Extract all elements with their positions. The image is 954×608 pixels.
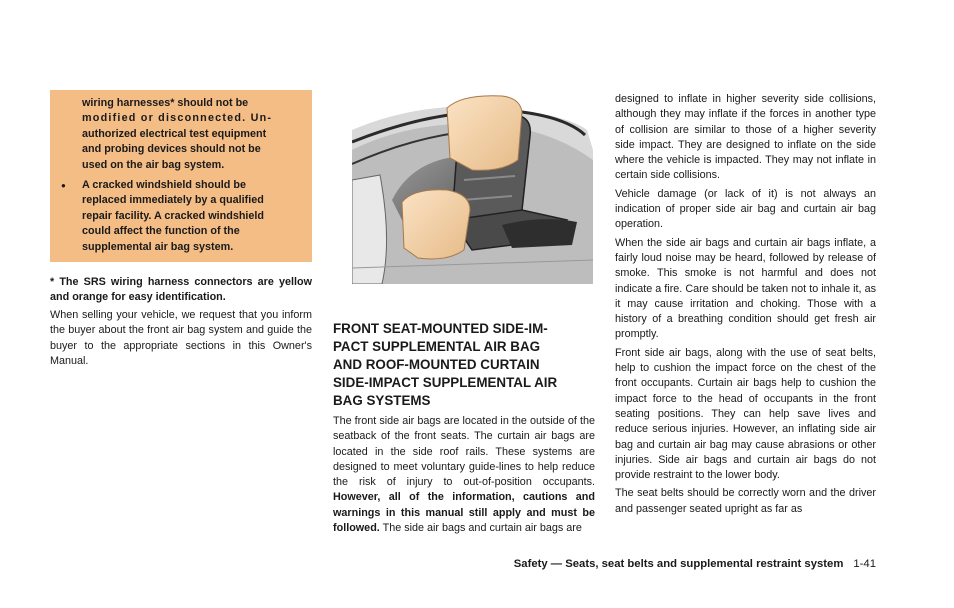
col1-paragraph: When selling your vehicle, we request that you inform the buyer about the front air bag system and guide the buyer to the appropriate sections in this Owner's Manual. [50,309,312,367]
col3-body [615,92,876,520]
footer-section-title: Safety — Seats, seat belts and supplemental restraint system [513,558,844,570]
warning-line: repair facility. A cracked windshield [82,209,265,222]
section-heading [333,320,595,410]
heading-line: SIDE-IMPACT SUPPLEMENTAL AIR [333,375,558,390]
warning-top-text [59,96,303,173]
bullet-icon: ● [61,181,66,191]
page-number: 1-41 [853,558,876,570]
warning-line: wiring harnesses* should not be [82,97,249,109]
footnote: * The SRS wiring harness connectors are yellow and orange for easy identification. [50,276,312,304]
col2-body [333,414,595,536]
heading-line: AND ROOF-MOUNTED CURTAIN [333,357,540,372]
col3-paragraph-5: The seat belts should be correctly worn and the driver and passenger seated upright as far as [615,487,876,515]
seat-airbag-illustration-icon [352,90,593,284]
heading-line: FRONT SEAT-MOUNTED SIDE-IM- [333,321,548,336]
heading-line: PACT SUPPLEMENTAL AIR BAG [333,339,541,354]
warning-line: A cracked windshield should be [82,179,246,192]
heading-line: BAG SYSTEMS [333,393,431,408]
col2-intro-text: The front side air bags are located in the outside of the seatback of the front seats. The curtain air bags are located in the side roof rails. These systems are designed to meet voluntary guide-lines to help reduce the risk of injury to out-of-position occupants. [333,415,595,489]
col2-bold-text: However, all of the information, cautions and warnings in this manual still apply and must be followed. [333,491,595,535]
warning-line: authorized electrical test equipment [82,127,267,140]
page-footer [514,558,876,570]
warning-line: and probing devices should not be [82,143,261,156]
col3-paragraph-2: Vehicle damage (or lack of it) is not always an indication of proper side air bag and curtain air bag operation. [615,187,876,231]
warning-line: could affect the function of the [82,225,240,238]
warning-line: supplemental air bag system. [82,240,234,253]
figure [352,90,593,284]
col3-paragraph-3: When the side air bags and curtain air bags inflate, a fairly loud noise may be heard, followed by release of smoke. This smoke is not harmful and does not indicate a fire. Care should be taken not to inhale it, as it may cause irritation and choking. Those with a history of a breathing condition should get fresh air promptly. [615,236,876,341]
warning-line: used on the air bag system. [82,158,225,171]
warning-line: modified or disconnected. Un- [82,112,273,125]
col2-tail-text: The side air bags and curtain air bags are [382,522,582,535]
warning-line: replaced immediately by a qualified [82,194,264,207]
col3-paragraph-4: Front side air bags, along with the use of seat belts, help to cushion the impact force on the chest of the front occupants. Curtain air bags help to cushion the impact force to the head of occupants in the front seating positions. They can help save lives and reduce serious injuries. However, an inflating side air bag and curtain air bag may cause abrasions or other injuries. Side air bags and curtain air bags do not provide restraint to the lower body. [615,346,876,482]
col3-paragraph-1: designed to inflate in higher severity side collisions, although they may inflate if the forces in another type of collision are similar to those of a higher severity side impact. They are designed to inflate on the side where the vehicle is impacted. They may not inflate in certain side collisions. [615,93,876,182]
warning-box [50,90,312,262]
warning-bullet-item [59,178,303,255]
col2-paragraph [333,414,595,536]
